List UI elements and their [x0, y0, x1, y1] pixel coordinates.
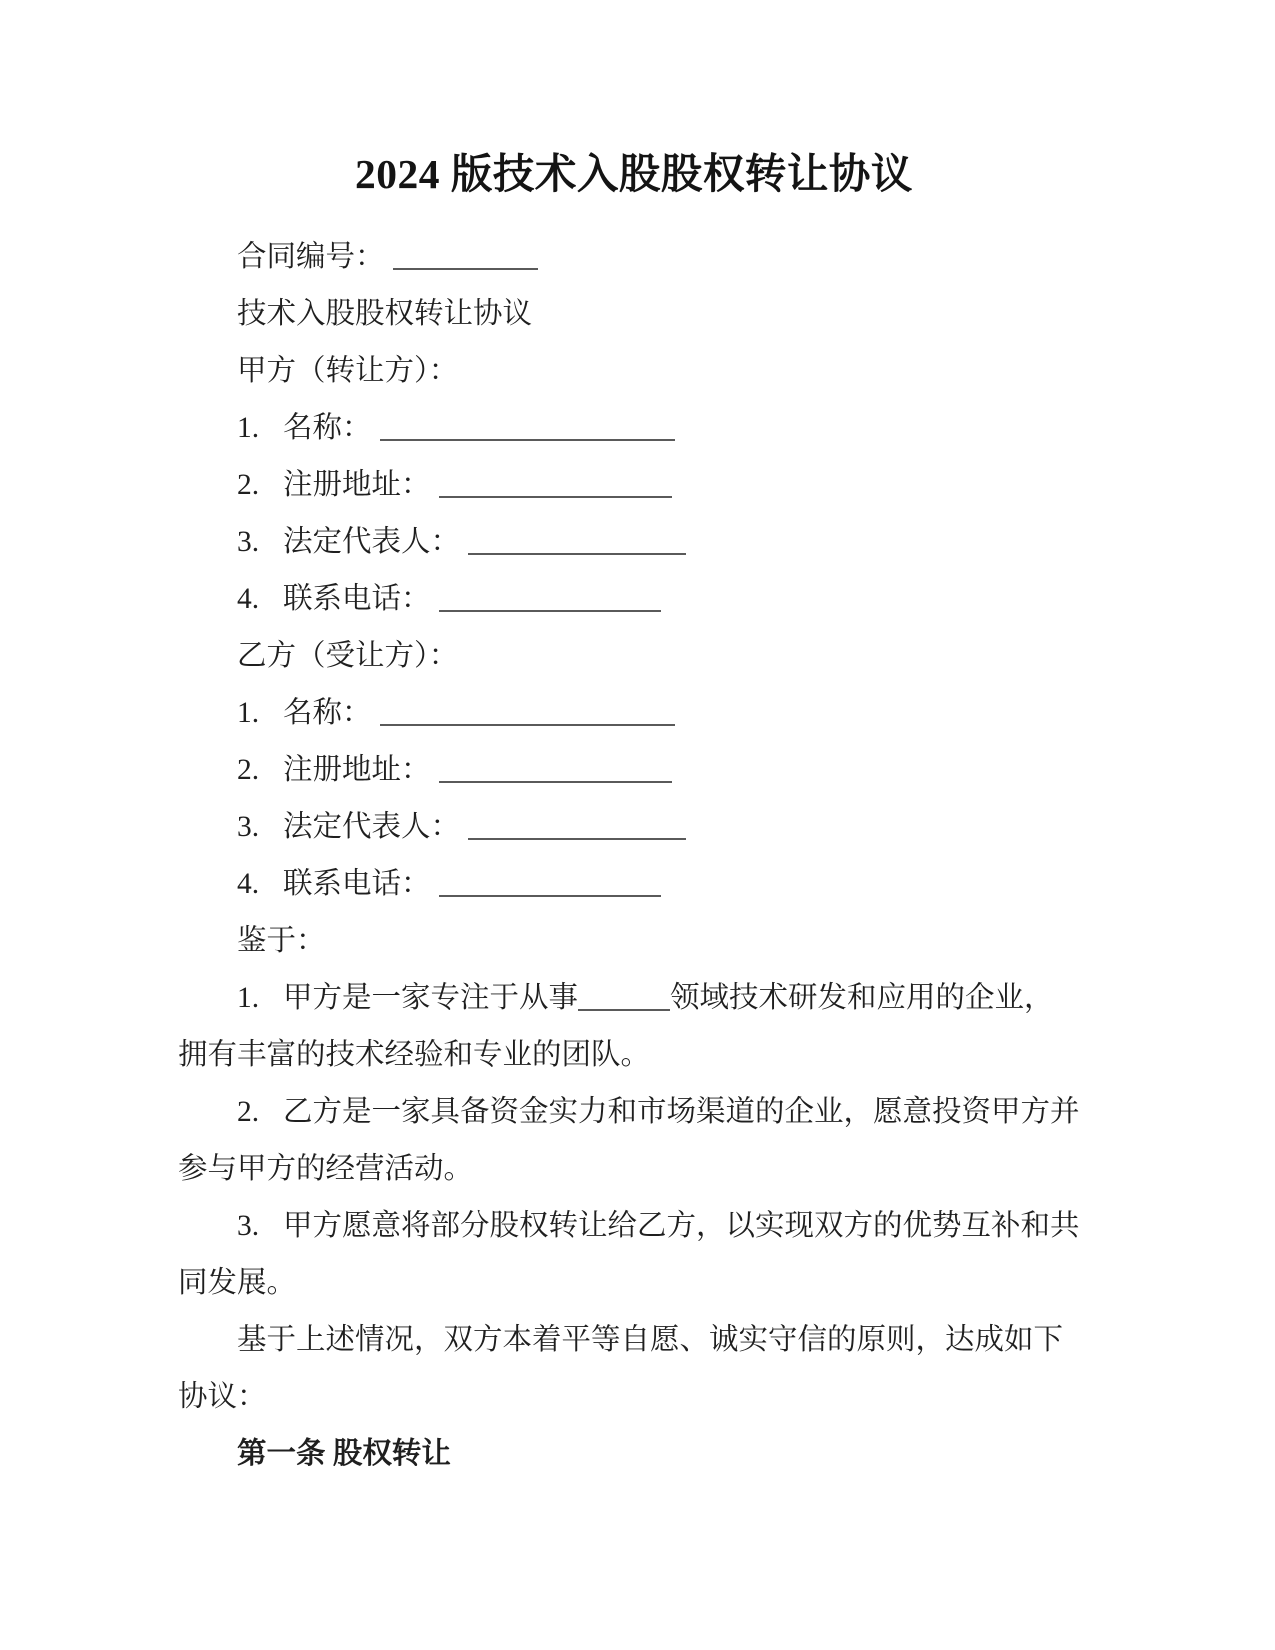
- clause-text: 领域技术研发和应用的企业，: [670, 982, 1054, 1014]
- party-a-item-address: [178, 457, 1090, 514]
- phone-blank: [439, 598, 661, 612]
- clause-text: 乙方是一家具备资金实力和市场渠道的企业，愿意投资甲方并: [283, 1096, 1080, 1128]
- party-b-heading: 乙方（受让方）：: [237, 640, 459, 672]
- item-number: 4.: [237, 868, 260, 900]
- clause-text: 拥有丰富的技术经验和专业的团队。: [178, 1039, 651, 1071]
- whereas-clause-2: [178, 1084, 1090, 1198]
- name-blank: [380, 427, 675, 441]
- clause-text: 甲方是一家专注于从事: [283, 982, 579, 1014]
- clause-text: 甲方愿意将部分股权转让给乙方，以实现双方的优势互补和共: [283, 1210, 1080, 1242]
- item-label: 名称：: [283, 697, 372, 729]
- item-number: 3.: [237, 526, 260, 558]
- item-number: 1.: [237, 697, 260, 729]
- party-a-item-legal-rep: [178, 514, 1090, 571]
- item-number: 2.: [237, 469, 260, 501]
- item-label: 注册地址：: [283, 469, 431, 501]
- doc-title: 2024 版技术入股股权转让协议: [355, 151, 913, 197]
- contract-number-blank: [393, 256, 538, 270]
- item-label: 联系电话：: [283, 868, 431, 900]
- legal-rep-blank: [468, 826, 686, 840]
- section-1-heading: 第一条 股权转让: [237, 1438, 451, 1470]
- clause-text: 同发展。: [178, 1267, 297, 1299]
- phone-blank: [439, 883, 661, 897]
- party-b-item-phone: [178, 856, 1090, 913]
- party-a-heading: 甲方（转让方）：: [237, 355, 459, 387]
- clause-number: 1.: [237, 982, 260, 1014]
- doc-subtitle: 技术入股股权转让协议: [237, 298, 533, 330]
- party-b-item-legal-rep: [178, 799, 1090, 856]
- address-blank: [439, 484, 672, 498]
- legal-rep-blank: [468, 541, 686, 555]
- item-label: 注册地址：: [283, 754, 431, 786]
- party-a-item-name: [178, 400, 1090, 457]
- party-b-item-name: [178, 685, 1090, 742]
- item-label: 法定代表人：: [283, 526, 461, 558]
- item-number: 4.: [237, 583, 260, 615]
- basis-text: 基于上述情况，双方本着平等自愿、诚实守信的原则，达成如下: [237, 1324, 1064, 1356]
- party-b-item-address: [178, 742, 1090, 799]
- item-number: 1.: [237, 412, 260, 444]
- clause-number: 2.: [237, 1096, 260, 1128]
- name-blank: [380, 712, 675, 726]
- party-a-item-phone: [178, 571, 1090, 628]
- whereas-clause-1: [178, 970, 1090, 1084]
- item-number: 3.: [237, 811, 260, 843]
- clause-number: 3.: [237, 1210, 260, 1242]
- field-blank: [578, 997, 670, 1011]
- contract-number-line: [178, 229, 1090, 286]
- item-label: 名称：: [283, 412, 372, 444]
- address-blank: [439, 769, 672, 783]
- item-label: 联系电话：: [283, 583, 431, 615]
- basis-paragraph: [178, 1312, 1090, 1426]
- clause-text: 参与甲方的经营活动。: [178, 1153, 474, 1185]
- contract-number-label: 合同编号：: [237, 241, 385, 273]
- basis-text: 协议：: [178, 1381, 267, 1413]
- whereas-clause-3: [178, 1198, 1090, 1312]
- whereas-heading: 鉴于：: [237, 925, 326, 957]
- item-number: 2.: [237, 754, 260, 786]
- item-label: 法定代表人：: [283, 811, 461, 843]
